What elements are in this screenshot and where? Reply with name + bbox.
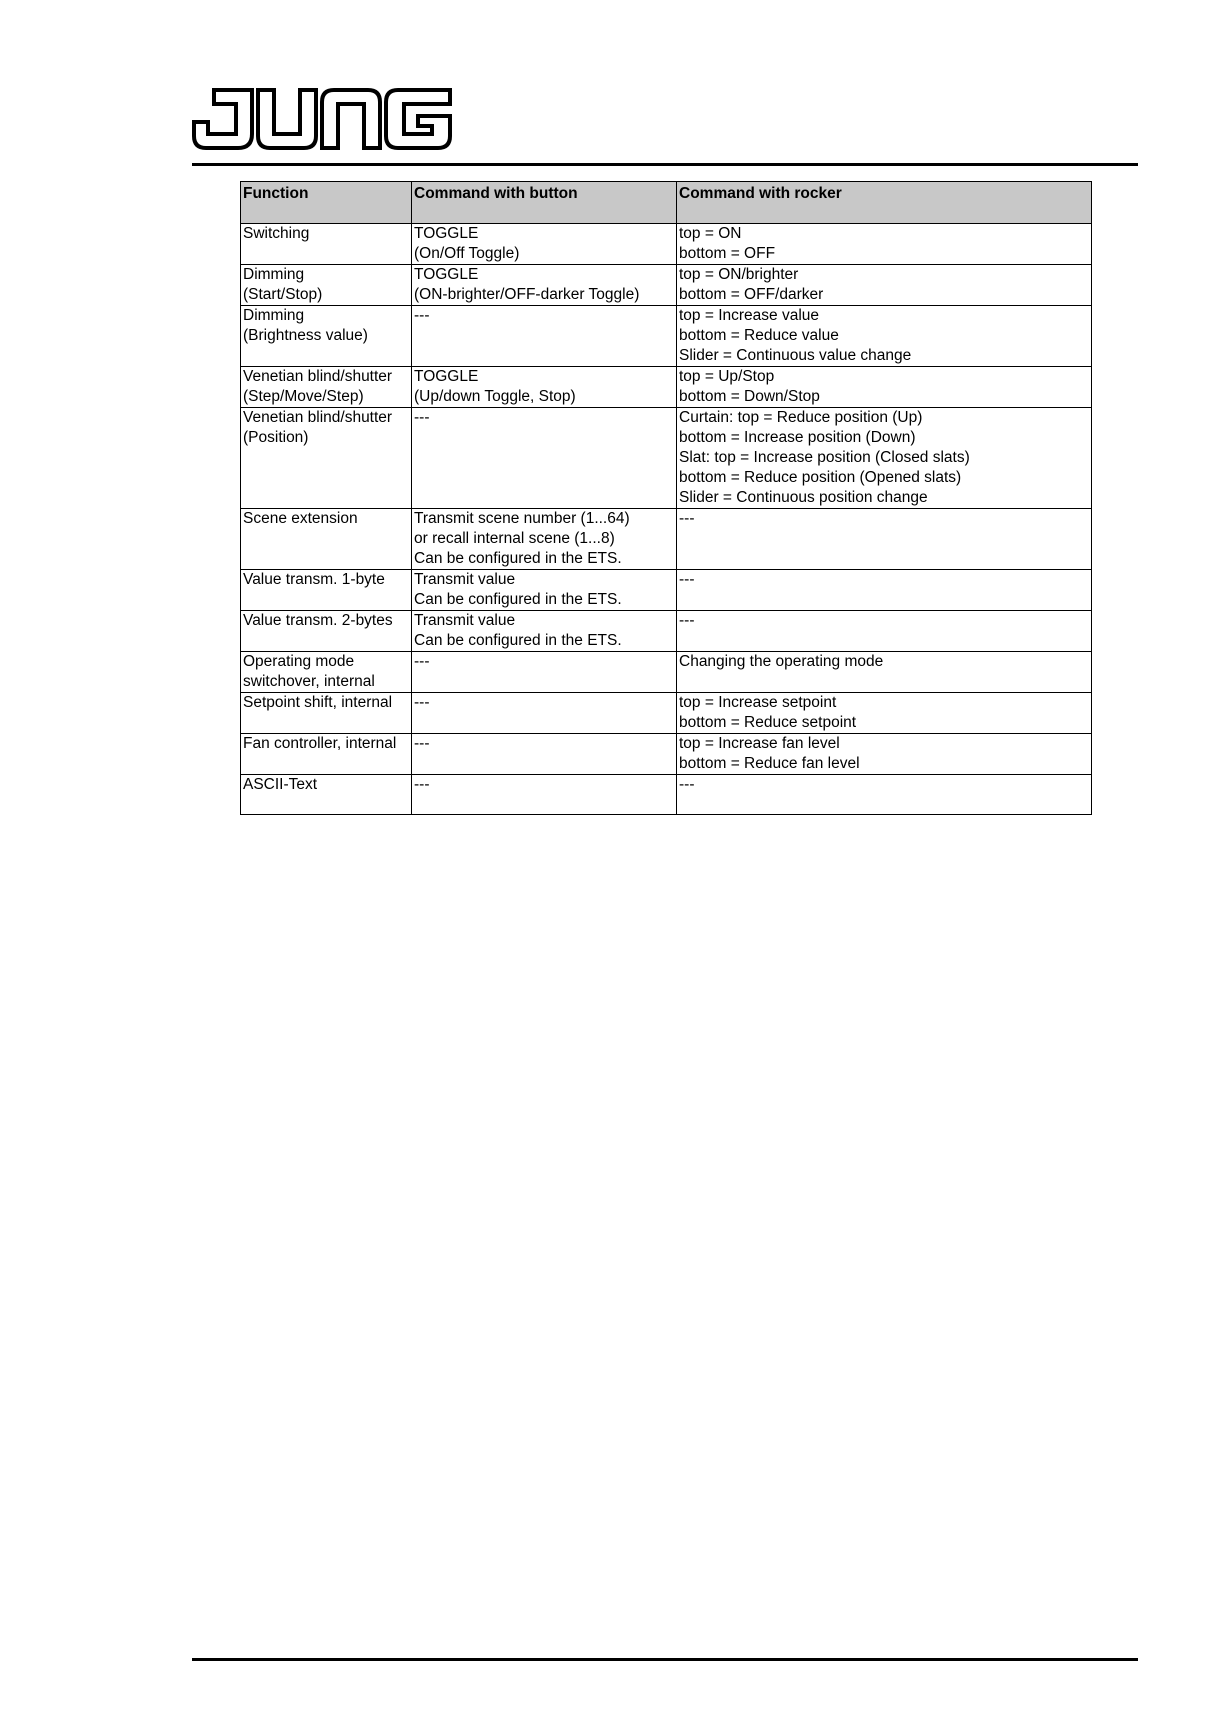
cell-text-line: Changing the operating mode bbox=[679, 653, 884, 670]
column-header-function: Function bbox=[241, 182, 412, 224]
cell-text-line: Slat: top = Increase position (Closed slats) bbox=[679, 449, 970, 466]
rocker-command-cell bbox=[677, 570, 1092, 611]
table-row bbox=[241, 611, 1092, 652]
function-cell bbox=[241, 265, 412, 306]
cell-text-line: bottom = Down/Stop bbox=[679, 388, 820, 405]
cell-text-line: Can be configured in the ETS. bbox=[414, 591, 622, 608]
cell-text-line: --- bbox=[414, 694, 430, 711]
cell-text-line: Transmit value bbox=[414, 612, 516, 629]
cell-text-line: bottom = Reduce value bbox=[679, 327, 839, 344]
cell-text-line: bottom = Reduce setpoint bbox=[679, 714, 857, 731]
rocker-command-cell bbox=[677, 734, 1092, 775]
footer-rule bbox=[192, 1658, 1138, 1661]
cell-text-line: bottom = OFF/darker bbox=[679, 286, 824, 303]
cell-text-line: Scene extension bbox=[243, 510, 358, 527]
cell-text-line: Curtain: top = Reduce position (Up) bbox=[679, 409, 923, 426]
button-command-cell bbox=[412, 367, 677, 408]
cell-text-line: --- bbox=[679, 571, 695, 588]
cell-text-line: --- bbox=[414, 307, 430, 324]
table-row bbox=[241, 693, 1092, 734]
table-row bbox=[241, 306, 1092, 367]
cell-text-line: top = ON bbox=[679, 225, 742, 242]
function-cell bbox=[241, 775, 412, 815]
cell-text-line: top = Up/Stop bbox=[679, 368, 775, 385]
column-header-rocker: Command with rocker bbox=[677, 182, 1092, 224]
cell-text-line: top = Increase fan level bbox=[679, 735, 840, 752]
cell-text-line: (Start/Stop) bbox=[243, 286, 323, 303]
rocker-command-cell bbox=[677, 306, 1092, 367]
cell-text-line: Venetian blind/shutter bbox=[243, 409, 393, 426]
button-command-cell bbox=[412, 611, 677, 652]
function-cell bbox=[241, 367, 412, 408]
rocker-command-cell bbox=[677, 408, 1092, 509]
cell-text-line: top = Increase setpoint bbox=[679, 694, 837, 711]
cell-text-line: top = ON/brighter bbox=[679, 266, 799, 283]
cell-text-line: bottom = Reduce fan level bbox=[679, 755, 860, 772]
function-cell bbox=[241, 734, 412, 775]
cell-text-line: TOGGLE bbox=[414, 368, 479, 385]
cell-text-line: (Step/Move/Step) bbox=[243, 388, 364, 405]
button-command-cell bbox=[412, 570, 677, 611]
cell-text-line: Setpoint shift, internal bbox=[243, 694, 393, 711]
cell-text-line: Value transm. 1-byte bbox=[243, 571, 385, 588]
button-command-cell bbox=[412, 734, 677, 775]
cell-text-line: --- bbox=[679, 510, 695, 527]
cell-text-line: Value transm. 2-bytes bbox=[243, 612, 393, 629]
function-cell bbox=[241, 306, 412, 367]
table-row bbox=[241, 734, 1092, 775]
cell-text-line: Transmit scene number (1...64) bbox=[414, 510, 630, 527]
function-cell bbox=[241, 408, 412, 509]
cell-text-line: (Position) bbox=[243, 429, 309, 446]
cell-text-line: --- bbox=[414, 653, 430, 670]
rocker-command-cell bbox=[677, 509, 1092, 570]
cell-text-line: --- bbox=[414, 776, 430, 793]
button-command-cell bbox=[412, 509, 677, 570]
table-row bbox=[241, 224, 1092, 265]
button-command-cell bbox=[412, 408, 677, 509]
rocker-command-cell bbox=[677, 652, 1092, 693]
cell-text-line: (On/Off Toggle) bbox=[414, 245, 520, 262]
cell-text-line: --- bbox=[679, 776, 695, 793]
cell-text-line: --- bbox=[414, 735, 430, 752]
table-row bbox=[241, 570, 1092, 611]
cell-text-line: (ON-brighter/OFF-darker Toggle) bbox=[414, 286, 640, 303]
cell-text-line: ASCII-Text bbox=[243, 776, 318, 793]
button-command-cell bbox=[412, 306, 677, 367]
cell-text-line: Slider = Continuous value change bbox=[679, 347, 912, 364]
table-body bbox=[241, 224, 1092, 815]
cell-text-line: (Brightness value) bbox=[243, 327, 368, 344]
cell-text-line: Can be configured in the ETS. bbox=[414, 632, 622, 649]
function-table bbox=[240, 181, 1092, 815]
cell-text-line: Operating mode bbox=[243, 653, 355, 670]
cell-text-line: bottom = Reduce position (Opened slats) bbox=[679, 469, 962, 486]
cell-text-line: bottom = Increase position (Down) bbox=[679, 429, 916, 446]
rocker-command-cell bbox=[677, 611, 1092, 652]
button-command-cell bbox=[412, 265, 677, 306]
cell-text-line: (Up/down Toggle, Stop) bbox=[414, 388, 576, 405]
cell-text-line: Fan controller, internal bbox=[243, 735, 397, 752]
table-row bbox=[241, 367, 1092, 408]
rocker-command-cell bbox=[677, 775, 1092, 815]
cell-text-line: Venetian blind/shutter bbox=[243, 368, 393, 385]
cell-text-line: Can be configured in the ETS. bbox=[414, 550, 622, 567]
rocker-command-cell bbox=[677, 693, 1092, 734]
rocker-command-cell bbox=[677, 265, 1092, 306]
table-row bbox=[241, 775, 1092, 815]
cell-text-line: Dimming bbox=[243, 307, 305, 324]
header-rule bbox=[192, 163, 1138, 166]
cell-text-line: Dimming bbox=[243, 266, 305, 283]
table-row bbox=[241, 265, 1092, 306]
cell-text-line: --- bbox=[679, 612, 695, 629]
table-row bbox=[241, 509, 1092, 570]
table-row bbox=[241, 652, 1092, 693]
table-header-row bbox=[241, 182, 1092, 224]
cell-text-line: Transmit value bbox=[414, 571, 516, 588]
cell-text-line: TOGGLE bbox=[414, 266, 479, 283]
cell-text-line: TOGGLE bbox=[414, 225, 479, 242]
cell-text-line: top = Increase value bbox=[679, 307, 820, 324]
rocker-command-cell bbox=[677, 367, 1092, 408]
function-cell bbox=[241, 652, 412, 693]
function-cell bbox=[241, 611, 412, 652]
cell-text-line: or recall internal scene (1...8) bbox=[414, 530, 615, 547]
function-cell bbox=[241, 570, 412, 611]
column-header-button: Command with button bbox=[412, 182, 677, 224]
button-command-cell bbox=[412, 224, 677, 265]
cell-text-line: Slider = Continuous position change bbox=[679, 489, 928, 506]
cell-text-line: switchover, internal bbox=[243, 673, 375, 690]
button-command-cell bbox=[412, 693, 677, 734]
cell-text-line: Switching bbox=[243, 225, 310, 242]
button-command-cell bbox=[412, 775, 677, 815]
function-cell bbox=[241, 509, 412, 570]
jung-logo bbox=[192, 86, 452, 152]
cell-text-line: bottom = OFF bbox=[679, 245, 776, 262]
cell-text-line: --- bbox=[414, 409, 430, 426]
rocker-command-cell bbox=[677, 224, 1092, 265]
function-cell bbox=[241, 224, 412, 265]
table-row bbox=[241, 408, 1092, 509]
button-command-cell bbox=[412, 652, 677, 693]
function-cell bbox=[241, 693, 412, 734]
